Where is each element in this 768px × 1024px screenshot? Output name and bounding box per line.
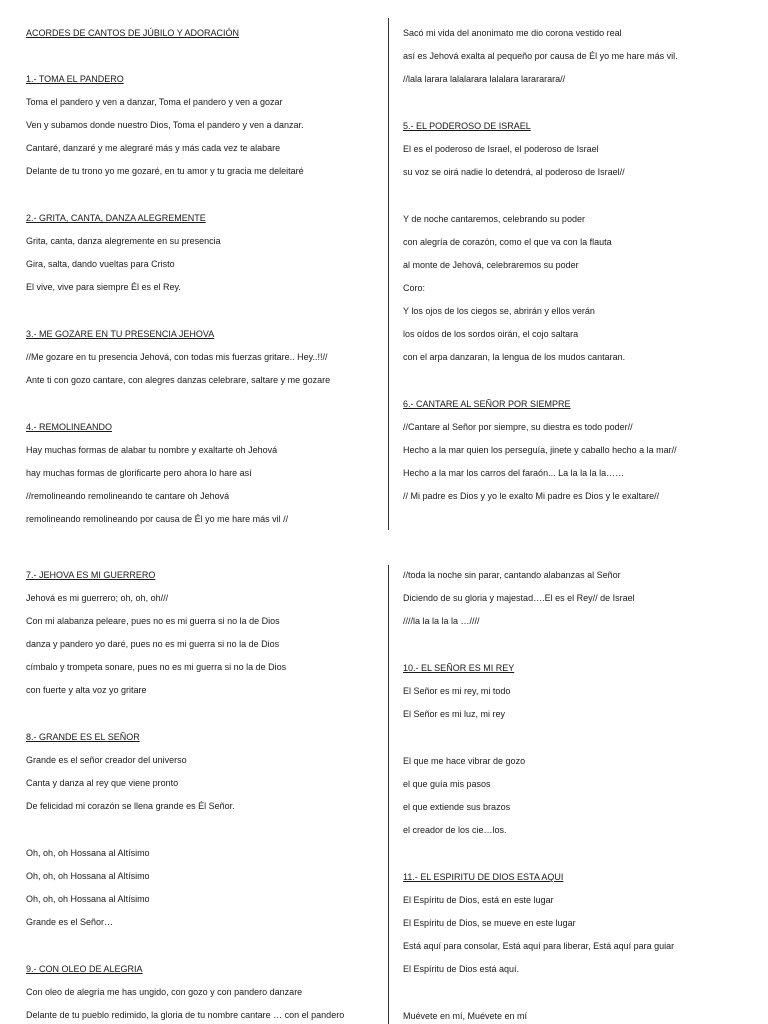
lyric-line: //Cantare al Señor por siempre, su diestra es todo poder// <box>403 422 633 432</box>
lyric-line: con el arpa danzaran, la lengua de los mudos cantaran. <box>403 352 626 362</box>
lyric-line: con fuerte y alta voz yo gritare <box>26 685 147 695</box>
song-heading: 1.- TOMA EL PANDERO <box>26 74 124 84</box>
lyric-line: Y los ojos de los ciegos se, abrirán y ellos verán <box>403 306 595 316</box>
lyric-line: Hay muchas formas de alabar tu nombre y exaltarte oh Jehová <box>26 445 278 455</box>
song-heading: 7.- JEHOVA ES MI GUERRERO <box>26 570 156 580</box>
lyric-line: danza y pandero yo daré, pues no es mi guerra si no la de Dios <box>26 639 280 649</box>
lyric-line: El Espíritu de Dios, está en este lugar <box>403 895 554 905</box>
lyric-line: Grande es el Señor… <box>26 917 114 927</box>
lyric-line: Grita, canta, danza alegremente en su presencia <box>26 236 221 246</box>
lyric-line: címbalo y trompeta sonare, pues no es mi guerra si no la de Dios <box>26 662 287 672</box>
lyric-line: Con oleo de alegría me has ungido, con gozo y con pandero danzare <box>26 987 303 997</box>
lyric-line: // Mi padre es Dios y yo le exalto Mi padre es Dios y le exaltare// <box>403 491 660 501</box>
lyric-line: El Espíritu de Dios está aquí. <box>403 964 520 974</box>
lyric-line: el creador de los cie…los. <box>403 825 507 835</box>
lyric-line: //lala larara lalalarara lalalara larararara// <box>403 74 566 84</box>
lyric-line: Ante ti con gozo cantare, con alegres danzas celebrare, saltare y me gozare <box>26 375 331 385</box>
lyric-line: Ven y subamos donde nuestro Dios, Toma el pandero y ven a danzar. <box>26 120 304 130</box>
lyric-line: Canta y danza al rey que viene pronto <box>26 778 179 788</box>
lyric-line: Diciendo de su gloria y majestad….El es el Rey// de Israel <box>403 593 635 603</box>
lyric-line: Sacó mi vida del anonimato me dio corona vestido real <box>403 28 622 38</box>
lyric-line: El es el poderoso de Israel, el poderoso de Israel <box>403 144 599 154</box>
lyric-line: con alegría de corazón, como el que va con la flauta <box>403 237 612 247</box>
lyric-line: Oh, oh, oh Hossana al Altísimo <box>26 894 150 904</box>
column-divider <box>388 565 389 1024</box>
lyric-line: Delante de tu trono yo me gozaré, en tu amor y tu gracia me deleitaré <box>26 166 304 176</box>
lyric-line: Jehová es mi guerrero; oh, oh, oh/// <box>26 593 169 603</box>
lyric-line: Hecho a la mar los carros del faraón... La la la la la…… <box>403 468 625 478</box>
lyric-line: su voz se oirá nadie lo detendrá, al poderoso de Israel// <box>403 167 625 177</box>
lyric-line: El que me hace vibrar de gozo <box>403 756 526 766</box>
lyric-line: ////la la la la la …//// <box>403 616 480 626</box>
lyric-line: De felicidad mi corazón se llena grande es Él Señor. <box>26 801 235 811</box>
song-heading: 5.- EL PODEROSO DE ISRAEL <box>403 121 531 131</box>
lyric-line: Grande es el señor creador del universo <box>26 755 187 765</box>
lyric-line: Con mi alabanza peleare, pues no es mi guerra si no la de Dios <box>26 616 280 626</box>
lyric-line: Y de noche cantaremos, celebrando su poder <box>403 214 585 224</box>
lyric-line: los oídos de los sordos oirán, el cojo saltara <box>403 329 579 339</box>
song-heading: 8.- GRANDE ES EL SEÑOR <box>26 732 140 742</box>
song-heading: ACORDES DE CANTOS DE JÚBILO Y ADORACIÓN <box>26 28 240 38</box>
lyric-line: el que extiende sus brazos <box>403 802 511 812</box>
song-heading: 9.- CON OLEO DE ALEGRIA <box>26 964 143 974</box>
lyric-line: Oh, oh, oh Hossana al Altísimo <box>26 871 150 881</box>
lyric-line: al monte de Jehová, celebraremos su poder <box>403 260 579 270</box>
column-divider <box>388 18 389 530</box>
lyric-line: //remolineando remolineando te cantare oh Jehová <box>26 491 230 501</box>
song-heading: 10.- EL SEÑOR ES MI REY <box>403 663 515 673</box>
lyric-line: Coro: <box>403 283 426 293</box>
lyric-line: Muévete en mí, Muévete en mí <box>403 1011 528 1021</box>
song-heading: 2.- GRITA, CANTA, DANZA ALEGREMENTE <box>26 213 206 223</box>
lyric-line: //toda la noche sin parar, cantando alabanzas al Señor <box>403 570 621 580</box>
lyric-line: El Espíritu de Dios, se mueve en este lugar <box>403 918 576 928</box>
lyric-line: //Me gozare en tu presencia Jehová, con todas mis fuerzas gritare.. Hey..!!// <box>26 352 328 362</box>
lyric-line: remolineando remolineando por causa de Él yo me hare más vil // <box>26 514 289 524</box>
lyric-line: Cantaré, danzaré y me alegraré más y más cada vez te alabare <box>26 143 281 153</box>
lyric-line: Toma el pandero y ven a danzar, Toma el pandero y ven a gozar <box>26 97 283 107</box>
lyric-line: Oh, oh, oh Hossana al Altísimo <box>26 848 150 858</box>
lyric-line: El Señor es mi rey, mi todo <box>403 686 511 696</box>
lyric-line: El vive, vive para siempre Él es el Rey. <box>26 282 181 292</box>
song-heading: 3.- ME GOZARE EN TU PRESENCIA JEHOVA <box>26 329 215 339</box>
lyric-line: Gira, salta, dando vueltas para Cristo <box>26 259 175 269</box>
lyric-line: El Señor es mi luz, mi rey <box>403 709 506 719</box>
lyric-line: Hecho a la mar quien los perseguía, jinete y caballo hecho a la mar// <box>403 445 677 455</box>
song-heading: 6.- CANTARE AL SEÑOR POR SIEMPRE <box>403 399 571 409</box>
lyric-line: así es Jehová exalta al pequeño por causa de Él yo me hare más vil. <box>403 51 678 61</box>
lyric-line: el que guía mis pasos <box>403 779 491 789</box>
song-heading: 4.- REMOLINEANDO <box>26 422 113 432</box>
lyric-line: Está aquí para consolar, Está aquí para liberar, Está aquí para guiar <box>403 941 675 951</box>
lyric-line: Delante de tu pueblo redimido, la gloria de tu nombre cantare … con el pandero <box>26 1010 345 1020</box>
song-heading: 11.- EL ESPIRITU DE DIOS ESTA AQUI <box>403 872 564 882</box>
lyric-line: hay muchas formas de glorificarte pero ahora lo hare así <box>26 468 252 478</box>
